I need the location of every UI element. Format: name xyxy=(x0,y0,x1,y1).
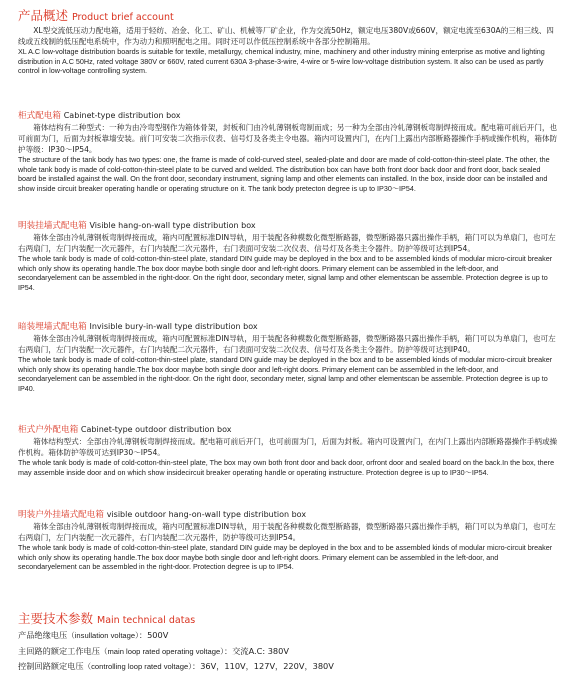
invisible-wall-title-zh: 暗装埋墙式配电箱 xyxy=(18,322,87,332)
invisible-wall-section xyxy=(18,321,558,393)
visible-wall-heading xyxy=(18,220,558,232)
spec-row xyxy=(18,628,558,644)
outdoor-title-zh: 柜式户外配电箱 xyxy=(18,425,79,435)
overview-heading xyxy=(18,8,558,25)
overview-section xyxy=(18,8,558,76)
cabinet-en-paragraph: The structure of the tank body has two types: one, the frame is made of cold-curved steel, sealed-plate and door are made of cold-cotton-thin-steel plate. The other, the whole tank body is made of cold-cotton-thin-steel plate to be curved and welded. The distribution box can have both front door back door and front door, back sealed board be installed against the wall. On the front door, secondary instrument, signing lamp and other elements can installed. In the box, inside door can be installed and show inside circuit breaker operating handle or operating structure on it. The tank body pretecton degree is up to IP30～IP54. xyxy=(18,155,550,193)
cabinet-zh-paragraph: 箱体结构有二种型式：一种为由冷弯型钢作为箱体骨架，封板和门由冷轧薄钢板弯制而成；另一种为全部由冷轧薄钢板弯制焊接而成。配电箱可前后开门，也可前面为门，后面为封板靠墙安装。前门可安装二次指示仪表、信号灯及各类主令电器。箱内可设置内门，在内门上露出内部断路器操作手柄或操作机构，箱体防护等级：IP30～IP54。 xyxy=(18,123,558,154)
outdoor-section xyxy=(18,424,558,477)
spec-label-zh: 主回路的额定工作电压 xyxy=(18,645,100,656)
spec-label-en: （insullation voltage） xyxy=(67,631,139,640)
cabinet-heading xyxy=(18,110,558,122)
outdoor-en-paragraph: The whole tank body is made of cold-cotton-thin-steel plate, The box may own both front door and back door, orfront door and sealed board on the back.In the box, there may assemble inside door and on which show insidecircuit breaker operating handle or operating instructure. Protection degree is up to IP30～IP54. xyxy=(18,458,555,477)
invisible-wall-heading xyxy=(18,321,558,333)
overview-en-paragraph: XL A.C low-voltage distribution boards is suitable for textile, metallurgy, chemical industry, mine, machinery and other industry mining enterprise as motive and lighting distribution in A.C 50Hz, rated voltage 380V or 660V, rated current 630A 3-phase-3-wire, 4-wire or 5-wire low-voltage distribution system. It also can be used as partly control in low-voltage controlling system. xyxy=(18,47,545,76)
tech-title-zh: 主要技术参数 xyxy=(18,611,94,626)
cabinet-title-en: Cabinet-type distribution box xyxy=(63,111,181,120)
spec-row xyxy=(18,644,558,660)
outdoor-wall-zh-paragraph: 箱体全部由冷轧薄钢板弯制焊接而成，箱内可配置标准DIN导轨，用于装配各种模数化微型断路器，微型断路器只露出操作手柄，箱门可以为单扇门，也可左右两扇门，左门内装配一次元器件，右门内装配二次元器件，防护等级可达到IP54。 xyxy=(18,522,556,542)
invisible-wall-title-en: Invisible bury-in-wall type distribution box xyxy=(89,322,258,331)
outdoor-wall-title-en: visible outdoor hang-on-wall type distribution box xyxy=(106,510,307,519)
spec-label-en: （main loop rated operating voltage） xyxy=(99,646,224,656)
visible-wall-title-en: Visible hang-on-wall type distribution box xyxy=(89,221,256,230)
visible-wall-zh-paragraph: 箱体全部由冷轧薄钢板弯制焊接而成，箱内可配置标准DIN导轨，用于装配各种模数化微型断路器，微型断路器只露出操作手柄，箱门可以为单扇门，也可左右两扇门，左门内装配一次元器件，右门内装配二次元器件，右门表面可安装二次仪表、信号灯及各类主令器件。防护等级可达到IP54。 xyxy=(18,233,556,253)
visible-wall-title-zh: 明装挂墙式配电箱 xyxy=(18,221,87,231)
invisible-wall-en-paragraph: The whole tank body is made of cold-cotton-thin-steel plate, standard DIN guide may be deployed in the box and to be assembled kinds of modular micro-circuit breaker which only show its operating handle.The box door maybe both single door and left-right doors. Primary element can be assembled in the left-door, and secondaryelement can be assembled in the right-door. On the right door, secondary meter, signal lamp and other elementscan be assemble. Protection degree is up to IP40. xyxy=(18,355,553,393)
visible-wall-en-paragraph: The whole tank body is made of cold-cotton-thin-steel plate, standard DIN guide may be deployed in the box and to be assembled kinds of modular micro-circuit breaker which only show its operating handle.The box door maybe both single door and left-right doors. Primary element can be assembled in the left-door, and secondaryelement can be assembled in the right-door. On the right door, secondary meter, signal lamp and other elementscan be assemble. Protection degree is up to IP54. xyxy=(18,254,553,292)
overview-title-zh: 产品概述 xyxy=(18,8,69,23)
spec-value: ：交流A.C: 380V xyxy=(224,645,289,656)
outdoor-wall-heading xyxy=(18,509,558,521)
outdoor-zh-paragraph: 箱体结构型式：全部由冷轧薄钢板弯制焊接而成。配电箱可前后开门，也可前面为门，后面为封板。箱内可设置内门，在内门上露出内部断路器操作手柄或操作机构。箱体防护等级可达到IP30～IP54。 xyxy=(18,437,558,457)
spec-value: ：36V，110V，127V，220V，380V xyxy=(192,661,334,671)
tech-heading xyxy=(18,611,558,628)
outdoor-wall-en-paragraph: The whole tank body is made of cold-cotton-thin-steel plate, standard DIN guide may be deployed in the box and to be assembled kinds of modular micro-circuit breaker which only show its operating handle.The box door maybe both single door and left-right doors. Primary element can be assembled in the left-door, and secondaryelement can be assembled in the right-door. Protection degree is up to IP54. xyxy=(18,543,553,572)
overview-title-en: Product brief account xyxy=(72,12,174,23)
outdoor-wall-title-zh: 明装户外挂墙式配电箱 xyxy=(18,510,104,520)
outdoor-heading xyxy=(18,424,558,436)
spec-label-zh: 控制回路额定电压 xyxy=(18,661,84,671)
outdoor-wall-section xyxy=(18,509,558,572)
tech-title-en: Main technical datas xyxy=(97,615,196,626)
spec-label-en: （controlling loop rated voltage） xyxy=(83,662,192,671)
spec-row xyxy=(18,659,558,675)
outdoor-title-en: Cabinet-type outdoor distribution box xyxy=(80,425,232,434)
cabinet-section xyxy=(18,110,558,193)
overview-zh-paragraph: XL型交流低压动力配电箱，适用于轻纺、冶金、化工、矿山、机械等厂矿企业，作为交流50Hz，额定电压380V或660V，额定电流至630A的三相三线、四线或五线制的低压配电系统中，作为动力和照明配电之用。同时还可以作低压控制系统中各部分控制箱用。 xyxy=(18,26,554,46)
spec-value: ：500V xyxy=(138,630,169,640)
visible-wall-section xyxy=(18,220,558,292)
invisible-wall-zh-paragraph: 箱体全部由冷轧薄钢板弯制焊接而成，箱内可配置标准DIN导轨，用于装配各种模数化微型断路器，微型断路器只露出操作手柄，箱门可以为单扇门，也可左右两扇门，左门内装配一次元器件，右门内装配二次元器件，右门表面可安装二次仪表、信号灯及各类主令器件。防护等级可达到IP40。 xyxy=(18,334,556,354)
spec-label-zh: 产品绝缘电压 xyxy=(18,630,68,640)
cabinet-title-zh: 柜式配电箱 xyxy=(18,111,61,121)
tech-section xyxy=(18,611,558,675)
